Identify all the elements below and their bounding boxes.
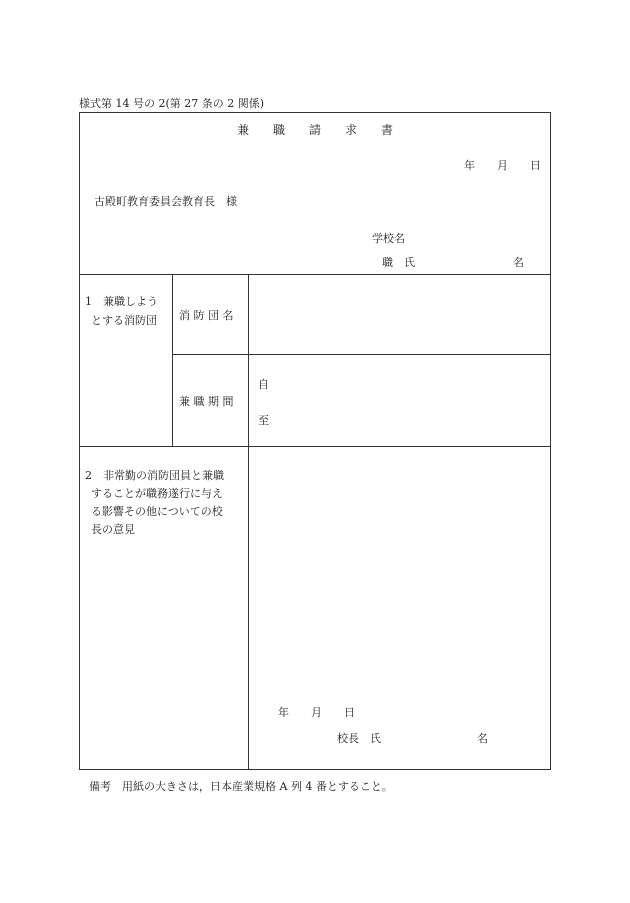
section2-heading-line3: る影響その他についての校 <box>91 505 223 518</box>
addressee: 古殿町教育委員会教育長 様 <box>94 195 237 208</box>
school-name-label: 学校名 <box>372 232 405 245</box>
section2-heading-line4: 長の意見 <box>91 523 135 536</box>
section2-heading-line1: 2 非常勤の消防団員と兼職 <box>85 469 224 482</box>
rule-label-col <box>248 274 249 770</box>
period-from-label: 自 <box>258 378 269 391</box>
section1-heading-line2: とする消防団 <box>91 314 157 327</box>
principal-name-suffix: 名 <box>477 732 488 745</box>
document-title: 兼 職 請 求 書 <box>236 123 393 137</box>
rule-header-bottom <box>79 274 551 275</box>
rule-section1-col1 <box>172 274 173 446</box>
period-label: 兼 職 期 間 <box>179 395 234 408</box>
corps-name-label: 消 防 団 名 <box>179 309 234 322</box>
footer-note: 備考 用紙の大きさは，日本産業規格 A 列 4 番とすること。 <box>89 780 393 793</box>
section1-heading-line1: 1 兼職しよう <box>85 295 158 308</box>
opinion-date: 年 月 日 <box>278 706 355 719</box>
position-name-label: 職 氏 <box>382 256 415 269</box>
form-number: 様式第 14 号の 2(第 27 条の 2 関係) <box>79 97 265 110</box>
principal-label: 校長 氏 <box>337 732 381 745</box>
applicant-name-suffix: 名 <box>513 256 524 269</box>
rule-corps-bottom <box>172 354 551 355</box>
request-date: 年 月 日 <box>464 159 541 172</box>
period-to-label: 至 <box>258 414 269 427</box>
section2-heading-line2: することが職務遂行に与え <box>91 487 223 500</box>
rule-section1-bottom <box>79 446 551 447</box>
form-frame <box>79 112 551 770</box>
